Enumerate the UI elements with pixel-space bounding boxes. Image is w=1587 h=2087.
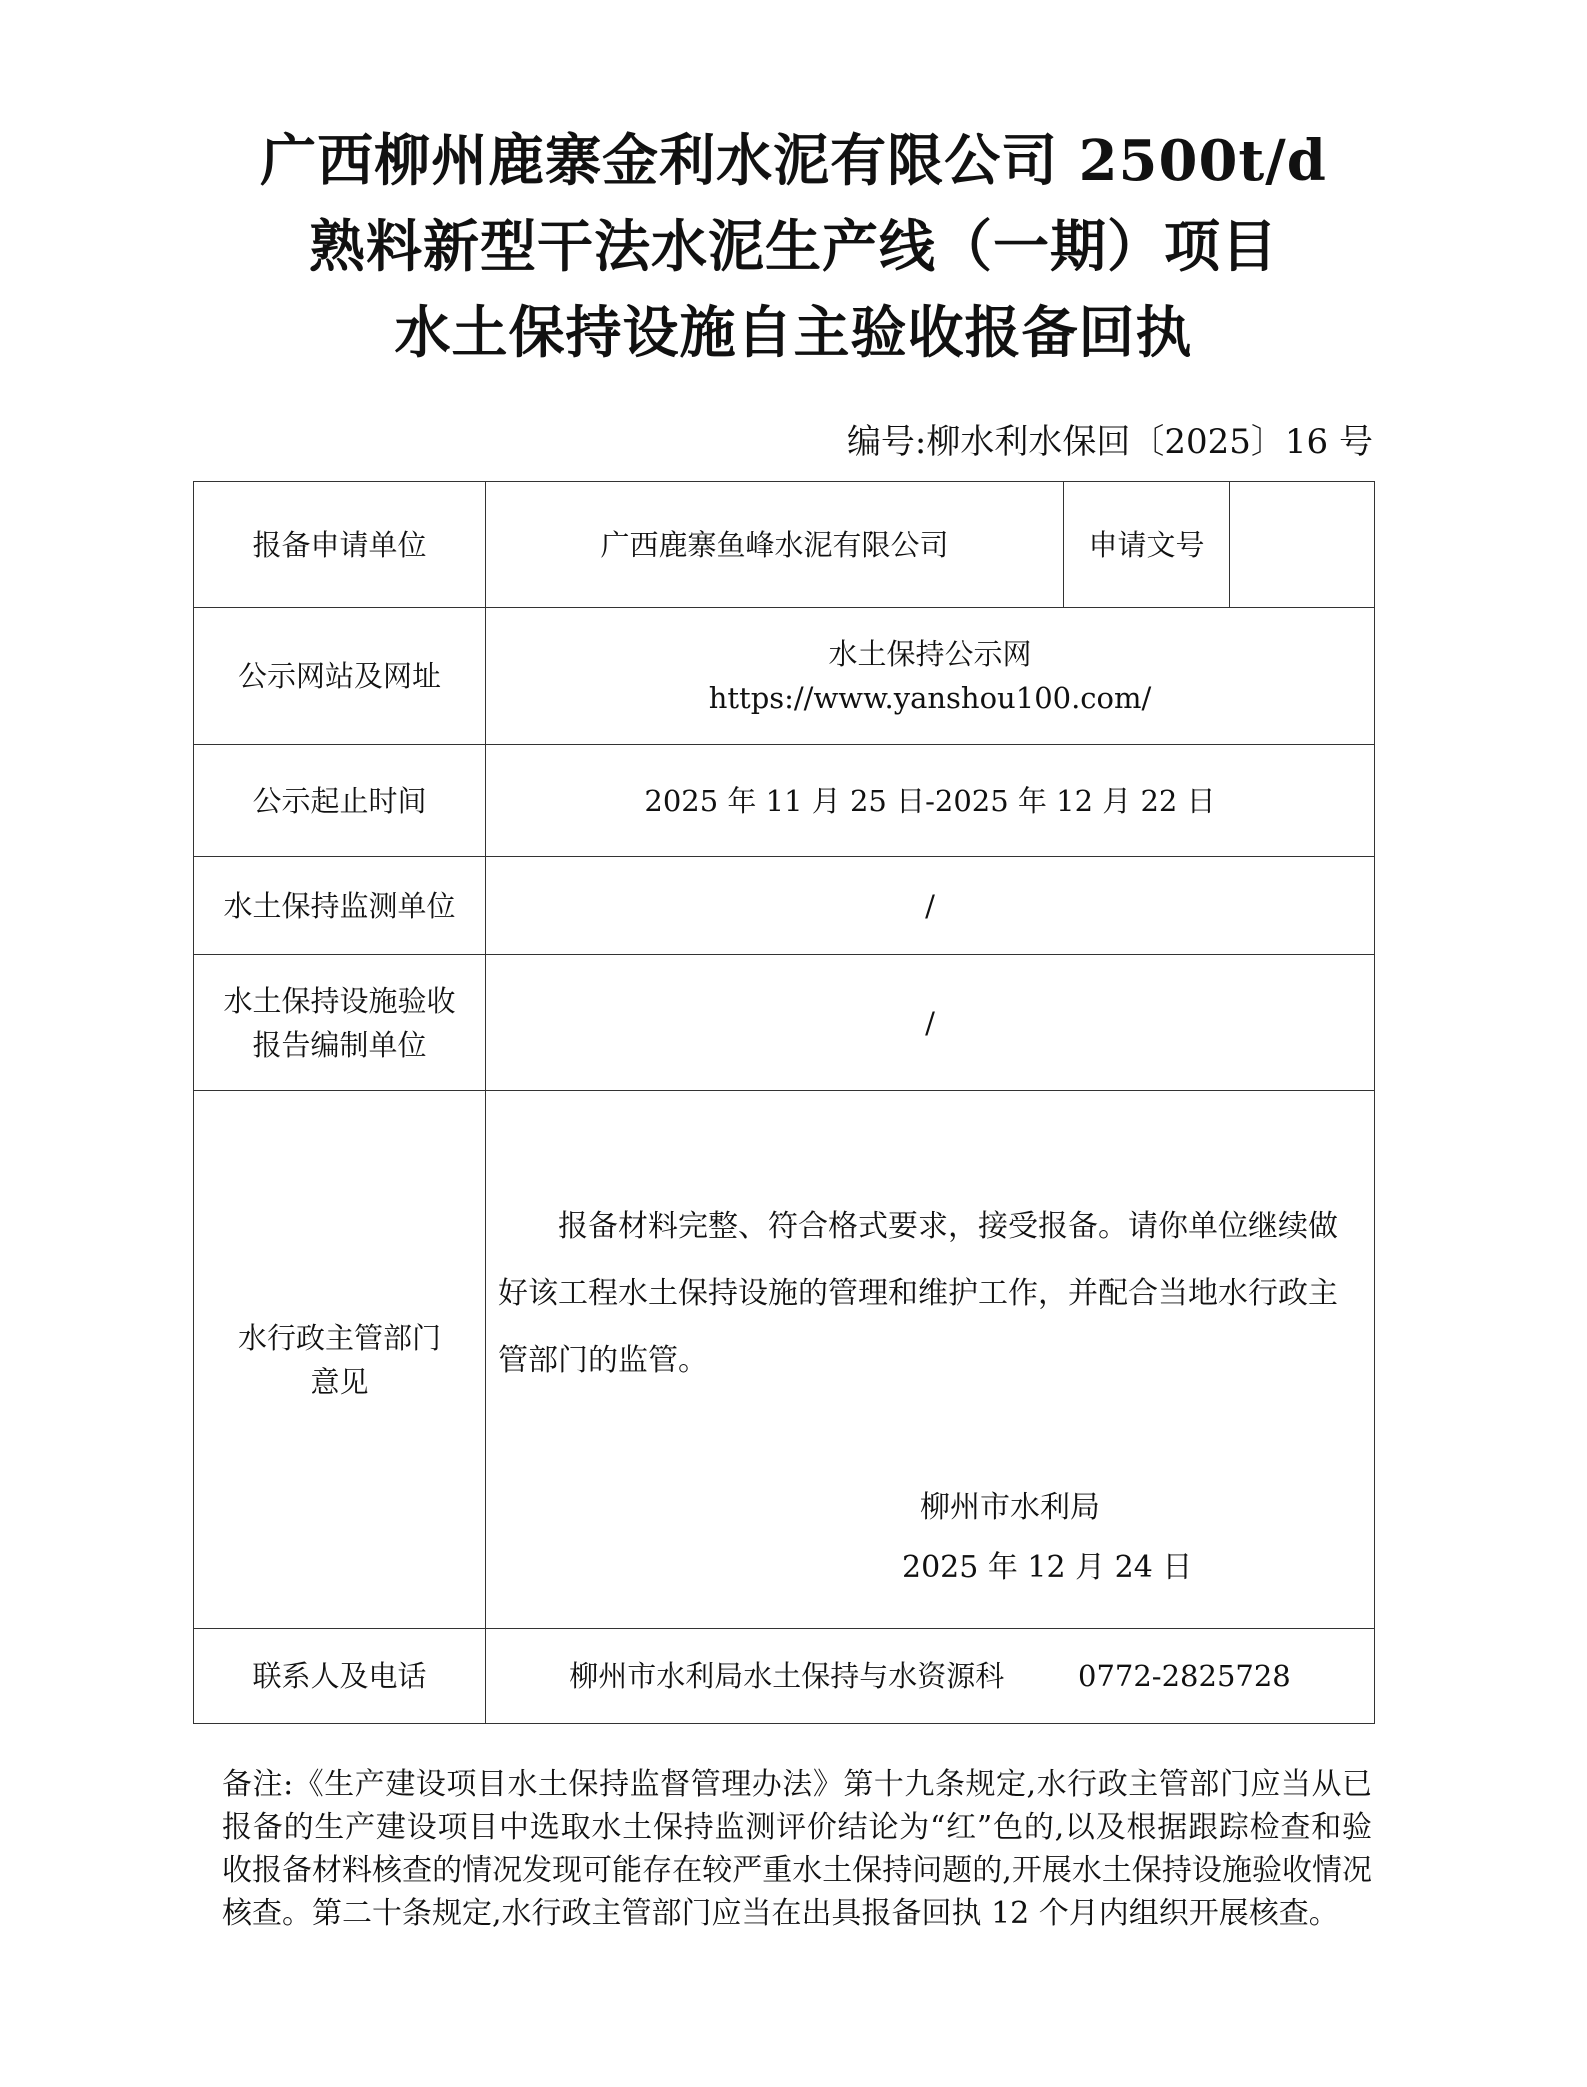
- opinion-label-line-1: 水行政主管部门: [237, 1320, 441, 1355]
- period-value: 2025 年 11 月 25 日-2025 年 12 月 22 日: [486, 745, 1375, 857]
- row-applicant: [194, 482, 1375, 608]
- document-number: 编号:柳水利水保回〔2025〕16 号: [846, 422, 1373, 462]
- contact-org: 柳州市水利局水土保持与水资源科: [569, 1659, 1005, 1693]
- opinion-label-line-2: 意见: [310, 1364, 369, 1399]
- opinion-signing-org: 柳州市水利局: [920, 1490, 1100, 1525]
- monitor-value: /: [486, 857, 1375, 955]
- row-monitor: [194, 857, 1375, 955]
- applicant-value: 广西鹿寨鱼峰水泥有限公司: [486, 482, 1064, 608]
- footnote-remark: 备注:《生产建设项目水土保持监督管理办法》第十九条规定,水行政主管部门应当从已报备的生产建设项目中选取水土保持监测评价结论为“红”色的,以及根据跟踪检查和验收报备材料核查的情况发现可能存在较严重水土保持问题的,开展水土保持设施验收情况核查。第二十条规定,水行政主管部门应当在出具报备回执 12 个月内组织开展核查。: [222, 1767, 1372, 1931]
- opinion-label: [194, 1091, 486, 1629]
- contact-label: 联系人及电话: [194, 1629, 486, 1724]
- applicant-label: 报备申请单位: [194, 482, 486, 608]
- row-contact: [194, 1629, 1375, 1724]
- opinion-date: 2025 年 12 月 24 日: [902, 1550, 1193, 1585]
- period-label: 公示起止时间: [194, 745, 486, 857]
- row-website: [194, 608, 1375, 745]
- report-unit-label-line-1: 水土保持设施验收: [223, 983, 456, 1018]
- report-unit-label-line-2: 报告编制单位: [252, 1027, 427, 1062]
- opinion-cell: [486, 1091, 1375, 1629]
- website-cell: [486, 608, 1375, 745]
- filing-receipt-table: [193, 481, 1375, 1724]
- application-docno-value: [1230, 482, 1375, 608]
- report-unit-label: [194, 955, 486, 1091]
- document-title: [0, 118, 1587, 376]
- website-url: https://www.yanshou100.com/: [708, 681, 1152, 715]
- row-period: [194, 745, 1375, 857]
- title-line-2: 熟料新型干法水泥生产线（一期）项目: [309, 214, 1278, 280]
- contact-phone: 0772-2825728: [1078, 1659, 1291, 1693]
- report-unit-value: /: [486, 955, 1375, 1091]
- application-docno-label: 申请文号: [1064, 482, 1230, 608]
- row-report-unit: [194, 955, 1375, 1091]
- website-label: 公示网站及网址: [194, 608, 486, 745]
- website-name: 水土保持公示网: [828, 637, 1032, 671]
- contact-cell: [486, 1629, 1375, 1724]
- title-line-1: 广西柳州鹿寨金利水泥有限公司 2500t/d: [260, 128, 1327, 194]
- monitor-label: 水土保持监测单位: [194, 857, 486, 955]
- opinion-text: 报备材料完整、符合格式要求，接受报备。请你单位继续做好该工程水土保持设施的管理和维护工作，并配合当地水行政主管部门的监管。: [498, 1209, 1338, 1378]
- title-line-3: 水土保持设施自主验收报备回执: [394, 300, 1193, 366]
- row-opinion: [194, 1091, 1375, 1629]
